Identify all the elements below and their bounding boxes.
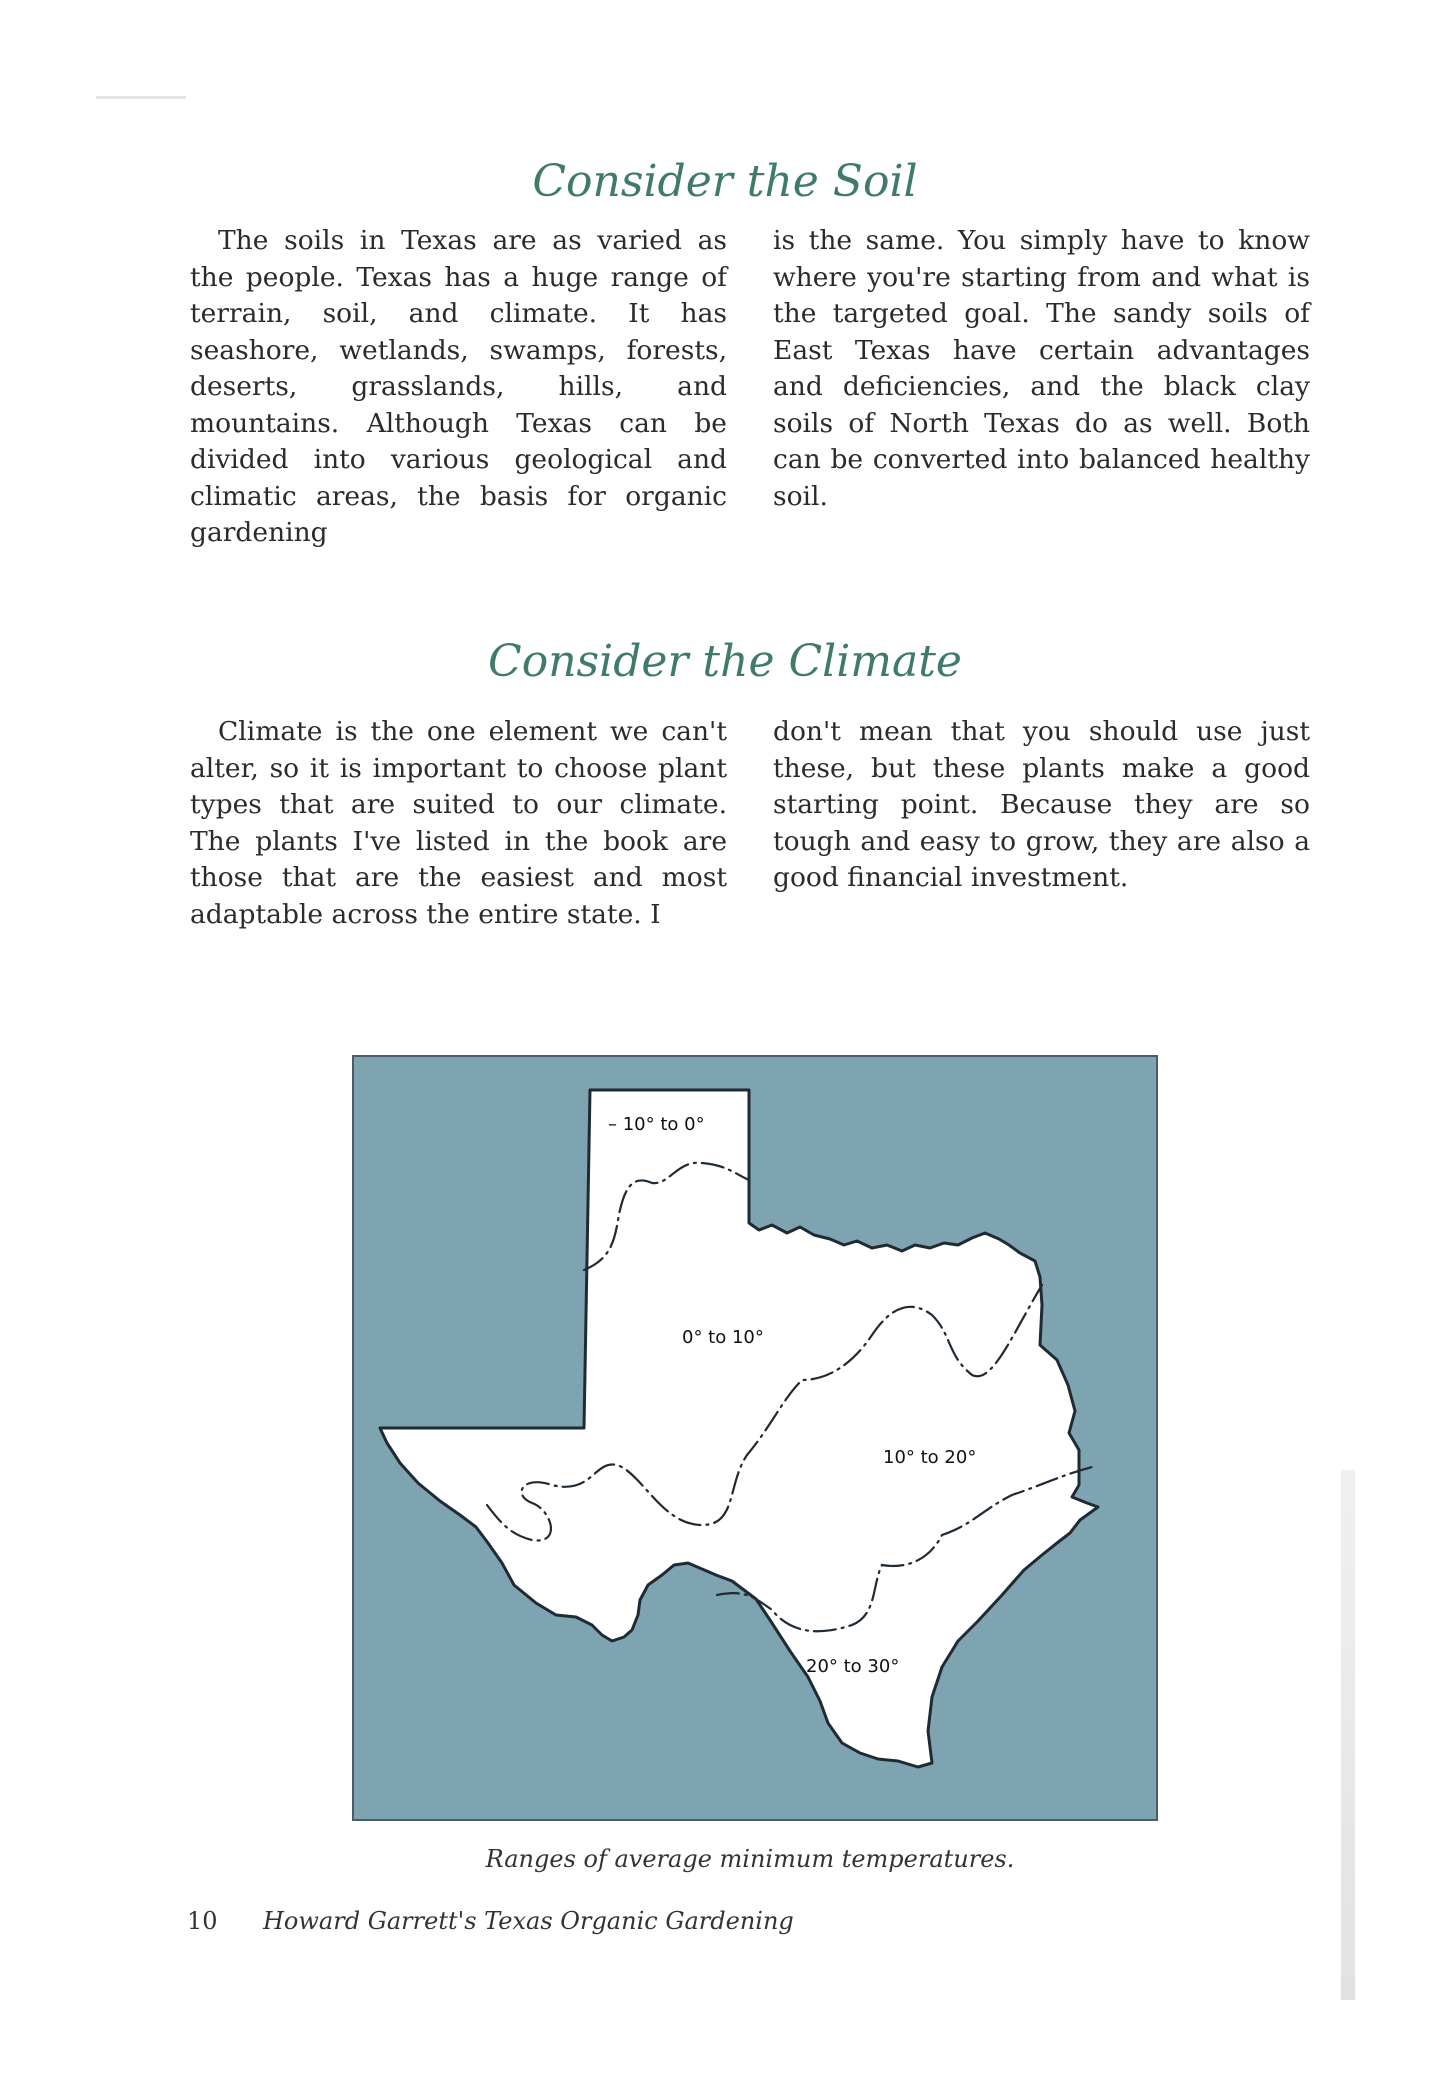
zone-label-10-20: 10° to 20° (883, 1447, 977, 1468)
zone-label-20-30: 20° to 30° (806, 1656, 900, 1677)
zone-label-0-10: 0° to 10° (682, 1327, 764, 1348)
soil-text-col1: The soils in Texas are as varied as the people. Texas has a huge range of terrain, soil, and climate. It has seashore, wetlands, swamps, forests, deserts, grasslands, hills, and mountains. Although Texas can be divided into various geological and climatic areas, the basis for organic gardening (190, 225, 727, 548)
page-number: 10 (187, 1907, 218, 1935)
map-svg (352, 1055, 1158, 1821)
soil-heading: Consider the Soil (532, 156, 918, 207)
zone-label-minus10-0: – 10° to 0° (608, 1114, 705, 1135)
climate-text-col1: Climate is the one element we can't alter, so it is important to choose plant types that are suited to our climate. The plants I've listed in the book are those that are the easiest and most adaptable across the entire state. I (190, 716, 727, 930)
texas-temperature-map (352, 1055, 1158, 1821)
climate-heading: Consider the Climate (488, 636, 962, 687)
soil-text-col2: is the same. You simply have to know where you're starting from and what is the targeted goal. The sandy soils of East Texas have certain advantages and deficiencies, and the black clay soils of North Texas do as well. Both can be converted into balanced healthy soil. (773, 225, 1310, 512)
scan-artifact (96, 96, 186, 99)
climate-text-col2: don't mean that you should use just these, but these plants make a good starting point. Because they are so tough and easy to grow, they are also a good financial investment. (773, 716, 1310, 893)
map-caption: Ranges of average minimum temperatures. (485, 1845, 1015, 1873)
scan-edge-shadow (1341, 1470, 1355, 2000)
running-title: Howard Garrett's Texas Organic Gardening (263, 1907, 794, 1935)
